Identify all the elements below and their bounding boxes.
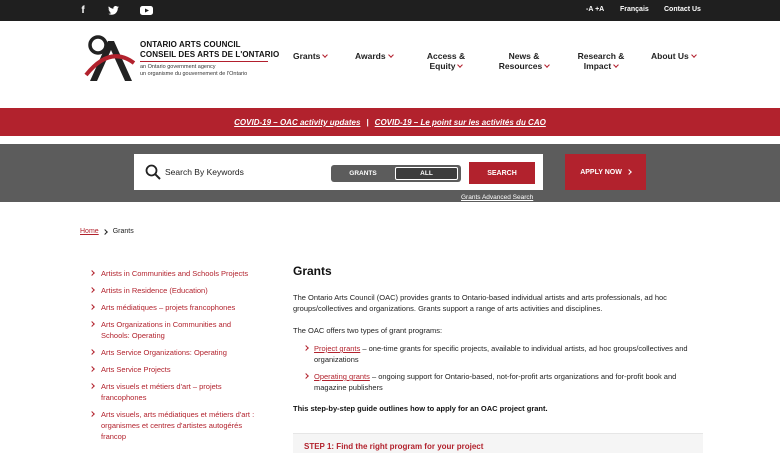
- nav-news-resources[interactable]: [492, 51, 556, 71]
- oac-logo-icon[interactable]: [84, 35, 136, 83]
- chevron-right-icon: [89, 321, 95, 327]
- nav-access-equity-label: Access & Equity: [426, 51, 466, 71]
- guide-intro: This step-by-step guide outlines how to apply for an OAC project grant.: [293, 404, 548, 413]
- twitter-icon[interactable]: [105, 4, 121, 17]
- sidebar-item[interactable]: [90, 302, 270, 313]
- advanced-search-link[interactable]: Grants Advanced Search: [461, 194, 534, 201]
- top-bar: [0, 0, 780, 21]
- logo-text[interactable]: [140, 40, 279, 78]
- chevron-down-icon: [388, 52, 394, 58]
- sidebar-item[interactable]: [90, 268, 270, 279]
- logo-tagline-fr: un organisme du gouvernement de l'Ontario: [140, 71, 248, 77]
- apply-now-button[interactable]: [565, 154, 646, 190]
- sidebar-item-label: Arts visuels et métiers d'art – projets francophones: [101, 382, 222, 402]
- breadcrumb-current: Grants: [112, 228, 134, 235]
- toggle-all[interactable]: ALL: [395, 167, 458, 180]
- list-item: [293, 343, 703, 365]
- sidebar-item-label: Arts Service Projects: [101, 365, 171, 374]
- logo-divider: [140, 61, 268, 62]
- facebook-icon[interactable]: f: [81, 5, 85, 16]
- main-content: [293, 264, 703, 413]
- chevron-down-icon: [544, 62, 550, 68]
- youtube-icon[interactable]: [138, 4, 154, 17]
- font-size-toggle[interactable]: -A +A: [586, 6, 605, 13]
- chevron-right-icon: [89, 287, 95, 293]
- operating-grants-description: – ongoing support for Ontario-based, not-for-profit arts organizations and for-profit book and magazine publishers: [314, 372, 677, 392]
- project-grants-link[interactable]: Project grants: [314, 344, 361, 353]
- chevron-right-icon: [89, 383, 95, 389]
- operating-grants-link[interactable]: Operating grants: [314, 372, 370, 381]
- sidebar-item-label: Arts Service Organizations: Operating: [101, 348, 227, 357]
- sidebar-item[interactable]: [90, 285, 270, 296]
- nav-awards-label: Awards: [355, 51, 386, 61]
- nav-grants[interactable]: [293, 51, 327, 61]
- page-title: Grants: [293, 264, 332, 278]
- chevron-down-icon: [691, 52, 697, 58]
- sidebar-program-list: [90, 268, 270, 442]
- sidebar-item[interactable]: [90, 347, 270, 358]
- chevron-right-icon: [102, 229, 108, 235]
- nav-access-equity[interactable]: [419, 51, 473, 71]
- language-link[interactable]: Français: [620, 6, 649, 13]
- chevron-right-icon: [89, 349, 95, 355]
- apply-now-label: APPLY NOW: [580, 168, 622, 176]
- list-item: [293, 371, 703, 393]
- chevron-down-icon: [613, 62, 619, 68]
- logo-tagline-en: an Ontario government agency: [140, 64, 216, 70]
- step-heading: STEP 1: Find the right program for your project: [304, 442, 484, 451]
- logo-line-en: ONTARIO ARTS COUNCIL: [140, 40, 241, 49]
- search-scope-toggle: [331, 165, 461, 182]
- breadcrumb: [80, 228, 134, 235]
- covid-banner: [0, 108, 780, 136]
- search-box: [134, 154, 543, 190]
- contact-link[interactable]: Contact Us: [664, 6, 701, 13]
- sidebar-item[interactable]: [90, 381, 240, 403]
- covid-link-en[interactable]: COVID-19 – OAC activity updates: [234, 117, 361, 127]
- covid-link-fr[interactable]: COVID-19 – Le point sur les activités du CAO: [374, 117, 546, 127]
- nav-about-us-label: About Us: [651, 51, 689, 61]
- intro-paragraph: The Ontario Arts Council (OAC) provides grants to Ontario-based individual artists and arts professionals, ad hoc groups/collectives and organizations. Grants support a range of arts activities and disciplines.: [293, 293, 667, 313]
- toggle-grants[interactable]: GRANTS: [349, 170, 377, 177]
- covid-separator: |: [366, 117, 369, 127]
- grant-types-list: [293, 343, 703, 393]
- site-header: [0, 21, 780, 96]
- sidebar-item-label: Arts médiatiques – projets francophones: [101, 303, 236, 312]
- chevron-right-icon: [89, 270, 95, 276]
- types-intro: The OAC offers two types of grant programs:: [293, 326, 443, 335]
- sidebar-item-label: Artists in Residence (Education): [101, 286, 208, 295]
- search-input[interactable]: [165, 164, 315, 180]
- nav-awards[interactable]: [355, 51, 393, 61]
- sidebar-item[interactable]: [90, 409, 266, 442]
- sidebar-item[interactable]: [90, 364, 270, 375]
- nav-news-resources-label: News & Resources: [498, 51, 543, 71]
- step-accordion[interactable]: [293, 433, 703, 453]
- chevron-right-icon: [89, 304, 95, 310]
- logo-line-fr: CONSEIL DES ARTS DE L'ONTARIO: [140, 50, 280, 59]
- chevron-right-icon: [89, 411, 95, 417]
- nav-research-impact[interactable]: [572, 51, 630, 71]
- search-band: [0, 144, 780, 202]
- chevron-right-icon: [303, 345, 309, 351]
- search-button[interactable]: SEARCH: [469, 162, 535, 184]
- chevron-right-icon: [303, 373, 309, 379]
- sidebar-item[interactable]: [90, 319, 245, 341]
- search-icon: [145, 164, 161, 180]
- sidebar-item-label: Arts Organizations in Communities and Schools: Operating: [101, 320, 232, 340]
- chevron-down-icon: [323, 52, 329, 58]
- sidebar-item-label: Arts visuels, arts médiatiques et métiers d'art : organismes et centres d'artistes autogérés francop: [101, 410, 255, 441]
- nav-research-impact-label: Research & Impact: [577, 51, 625, 71]
- sidebar-item-label: Artists in Communities and Schools Projects: [101, 269, 249, 278]
- nav-grants-label: Grants: [293, 51, 321, 61]
- chevron-right-icon: [89, 366, 95, 372]
- chevron-down-icon: [458, 62, 464, 68]
- breadcrumb-home[interactable]: Home: [80, 228, 99, 235]
- nav-about-us[interactable]: [651, 51, 696, 61]
- project-grants-description: – one-time grants for specific projects, available to individual artists, ad hoc groups/collectives and organizations: [314, 344, 688, 364]
- chevron-right-icon: [626, 169, 632, 175]
